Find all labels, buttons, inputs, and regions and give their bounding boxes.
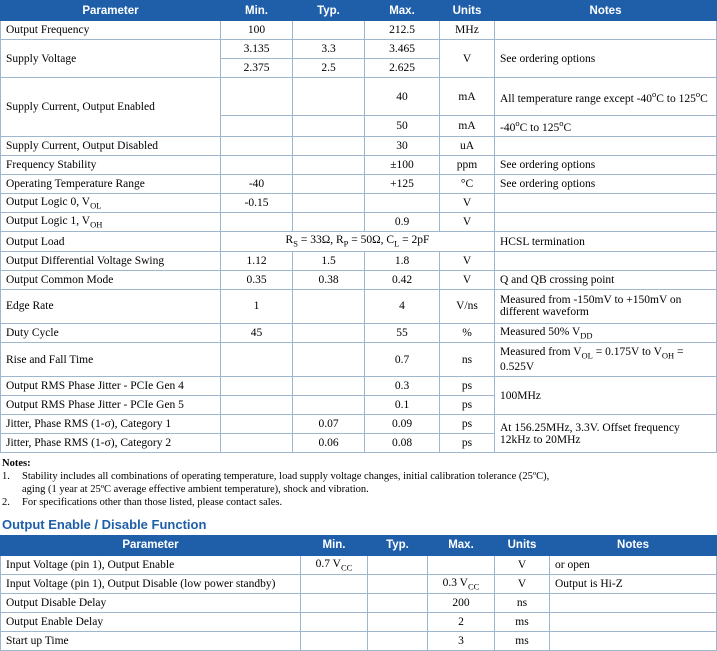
value-max: 4 xyxy=(365,289,440,323)
parameter-name: Output Enable Delay xyxy=(1,613,301,632)
value-typ xyxy=(293,155,365,174)
table-row xyxy=(1,343,717,377)
value-units: uA xyxy=(440,136,495,155)
notes-heading: Notes: xyxy=(2,458,31,470)
column-header-parameter: Parameter xyxy=(1,1,221,21)
value-notes xyxy=(495,213,717,232)
value-max: 2 xyxy=(428,613,495,632)
value-notes: See ordering options xyxy=(495,174,717,193)
note-number: 1. xyxy=(2,471,10,483)
value-typ xyxy=(293,289,365,323)
note-text: Stability includes all combinations of operating temperature, load supply voltage changes, initial calibration tolerance (25ºC), xyxy=(22,471,550,483)
parameter-name: Output Common Mode xyxy=(1,270,221,289)
value-notes: Measured from $V_{OL} = 0.175V$ to $V_{OH} = 0.525V$ xyxy=(495,343,717,377)
column-header-units: Units xyxy=(495,535,550,555)
value-max xyxy=(365,193,440,212)
value-notes xyxy=(495,193,717,212)
value-max: 200 xyxy=(428,594,495,613)
value-notes: or open xyxy=(550,555,717,574)
value-units: % xyxy=(440,323,495,342)
parameter-name: Output Load xyxy=(1,232,221,251)
column-header-notes: Notes xyxy=(495,1,717,21)
value-units: ps xyxy=(440,434,495,453)
value-units: V xyxy=(495,574,550,593)
table-row xyxy=(1,632,717,651)
parameter-name: Start up Time xyxy=(1,632,301,651)
value-notes xyxy=(495,136,717,155)
value-notes xyxy=(550,613,717,632)
value-min xyxy=(221,343,293,377)
value-min xyxy=(301,613,368,632)
value-units: MHz xyxy=(440,21,495,40)
value-max: 50 xyxy=(365,116,440,137)
parameter-name: Frequency Stability xyxy=(1,155,221,174)
value-notes xyxy=(550,632,717,651)
parameter-name: Output RMS Phase Jitter - PCIe Gen 4 xyxy=(1,377,221,396)
column-header-units: Units xyxy=(440,1,495,21)
value-notes: At 156.25MHz, 3.3V. Offset frequency 12kHz to 20MHz xyxy=(495,415,717,453)
value-max: 0.42 xyxy=(365,270,440,289)
value-min xyxy=(221,213,293,232)
value-min xyxy=(221,78,293,116)
value-units: ms xyxy=(495,613,550,632)
value-min xyxy=(221,434,293,453)
note-continuation: aging (1 year at 25ºC average effective ambient temperature), shock and vibration. xyxy=(22,484,369,496)
value-typ xyxy=(293,323,365,342)
column-header-notes: Notes xyxy=(550,535,717,555)
value-notes xyxy=(550,594,717,613)
value-max: 0.9 xyxy=(365,213,440,232)
value-units: mA xyxy=(440,116,495,137)
value-units: V xyxy=(440,251,495,270)
table-row xyxy=(1,40,717,59)
parameter-name: Input Voltage (pin 1), Output Disable (low power standby) xyxy=(1,574,301,593)
value-notes: Q and QB crossing point xyxy=(495,270,717,289)
column-header-typ: Typ. xyxy=(293,1,365,21)
value-notes: 100MHz xyxy=(495,377,717,415)
value-typ: 0.06 xyxy=(293,434,365,453)
value-typ xyxy=(293,136,365,155)
value-min xyxy=(221,116,293,137)
column-header-max: Max. xyxy=(365,1,440,21)
value-typ xyxy=(293,213,365,232)
value-typ xyxy=(293,343,365,377)
table-row xyxy=(1,377,717,396)
parameter-name: Output Differential Voltage Swing xyxy=(1,251,221,270)
parameter-name: Edge Rate xyxy=(1,289,221,323)
value-typ: 3.3 xyxy=(293,40,365,59)
value-typ: 1.5 xyxy=(293,251,365,270)
table-row xyxy=(1,555,717,574)
table-header-row xyxy=(1,1,717,21)
note-text: For specifications other than those listed, please contact sales. xyxy=(22,497,283,509)
value-units: ps xyxy=(440,377,495,396)
value-units: ns xyxy=(440,343,495,377)
value-typ xyxy=(368,594,428,613)
value-max: 0.7 xyxy=(365,343,440,377)
value-min: 45 xyxy=(221,323,293,342)
value-notes: Output is Hi-Z xyxy=(550,574,717,593)
table-header-row xyxy=(1,535,717,555)
value-notes: -40$^o$C to 125$^o$C xyxy=(495,116,717,137)
value-max: 0.1 xyxy=(365,396,440,415)
value-notes xyxy=(495,251,717,270)
value-min: -0.15 xyxy=(221,193,293,212)
value-max: 40 xyxy=(365,78,440,116)
note-item xyxy=(2,496,716,509)
table-row xyxy=(1,193,717,212)
table-row xyxy=(1,232,717,251)
parameter-name: Rise and Fall Time xyxy=(1,343,221,377)
table-row xyxy=(1,289,717,323)
table-row xyxy=(1,574,717,593)
value-min xyxy=(221,136,293,155)
value-typ xyxy=(293,174,365,193)
table-row xyxy=(1,323,717,342)
value-min: 100 xyxy=(221,21,293,40)
value-min xyxy=(301,574,368,593)
table-row xyxy=(1,155,717,174)
value-notes xyxy=(495,21,717,40)
value-min: 2.375 xyxy=(221,59,293,78)
parameter-name: Duty Cycle xyxy=(1,323,221,342)
table-row xyxy=(1,594,717,613)
value-min: -40 xyxy=(221,174,293,193)
value-typ: 2.5 xyxy=(293,59,365,78)
value-units: V/ns xyxy=(440,289,495,323)
parameter-name: Jitter, Phase RMS (1-σ), Category 2 xyxy=(1,434,221,453)
value-units: mA xyxy=(440,78,495,116)
value-units: V xyxy=(440,193,495,212)
value-min xyxy=(221,155,293,174)
value-max: 0.3 xyxy=(365,377,440,396)
value-max: 212.5 xyxy=(365,21,440,40)
value-min xyxy=(301,632,368,651)
value-notes: Measured 50% $V_{DD}$ xyxy=(495,323,717,342)
table-row xyxy=(1,136,717,155)
value-notes: See ordering options xyxy=(495,155,717,174)
value-min: 0.7 $V_{CC}$ xyxy=(301,555,368,574)
parameter-name: Supply Voltage xyxy=(1,40,221,78)
value-max: ±100 xyxy=(365,155,440,174)
value-typ xyxy=(368,632,428,651)
value-typ: 0.38 xyxy=(293,270,365,289)
value-max: 0.08 xyxy=(365,434,440,453)
value-typ xyxy=(368,613,428,632)
value-max: 3.465 xyxy=(365,40,440,59)
parameter-name: Supply Current, Output Enabled xyxy=(1,78,221,137)
notes-block xyxy=(0,457,716,510)
output-enable-disable-table xyxy=(0,535,717,651)
value-typ xyxy=(293,377,365,396)
value-units: ns xyxy=(495,594,550,613)
table-row xyxy=(1,613,717,632)
value-max: +125 xyxy=(365,174,440,193)
value-max: 1.8 xyxy=(365,251,440,270)
parameter-name: Input Voltage (pin 1), Output Enable xyxy=(1,555,301,574)
table-row xyxy=(1,78,717,116)
value-notes: All temperature range except -40$^o$C to 125$^o$C xyxy=(495,78,717,116)
parameter-name: Output RMS Phase Jitter - PCIe Gen 5 xyxy=(1,396,221,415)
value-notes: HCSL termination xyxy=(495,232,717,251)
value-min xyxy=(221,396,293,415)
table-row xyxy=(1,415,717,434)
parameter-name: Operating Temperature Range xyxy=(1,174,221,193)
value-typ xyxy=(368,555,428,574)
value-units: V xyxy=(495,555,550,574)
value-units: V xyxy=(440,270,495,289)
column-header-min: Min. xyxy=(221,1,293,21)
value-min xyxy=(221,377,293,396)
value-units: V xyxy=(440,40,495,78)
parameter-name: Jitter, Phase RMS (1-σ), Category 1 xyxy=(1,415,221,434)
value-min xyxy=(301,594,368,613)
value-units: ms xyxy=(495,632,550,651)
value-units: ppm xyxy=(440,155,495,174)
value-notes: See ordering options xyxy=(495,40,717,78)
table-row xyxy=(1,174,717,193)
value-min xyxy=(221,415,293,434)
column-header-min: Min. xyxy=(301,535,368,555)
value-span: $R_S = 33\Omega$, $R_P = 50\Omega$, $C_L = 2pF$ xyxy=(221,232,495,251)
parameter-name: Supply Current, Output Disabled xyxy=(1,136,221,155)
table-row xyxy=(1,270,717,289)
parameter-name: Output Disable Delay xyxy=(1,594,301,613)
section-title-output-enable-disable: Output Enable / Disable Function xyxy=(2,516,207,532)
value-typ xyxy=(293,116,365,137)
value-units: °C xyxy=(440,174,495,193)
value-max: 0.3 $V_{CC}$ xyxy=(428,574,495,593)
value-units: ps xyxy=(440,415,495,434)
value-typ xyxy=(293,21,365,40)
value-min: 1 xyxy=(221,289,293,323)
note-item xyxy=(2,470,716,483)
value-max: 0.09 xyxy=(365,415,440,434)
value-typ xyxy=(368,574,428,593)
value-units: V xyxy=(440,213,495,232)
note-number: 2. xyxy=(2,497,10,509)
column-header-parameter: Parameter xyxy=(1,535,301,555)
value-max: 55 xyxy=(365,323,440,342)
value-typ: 0.07 xyxy=(293,415,365,434)
value-min: 3.135 xyxy=(221,40,293,59)
parameter-name: Output Logic 1, $V_{OH}$ xyxy=(1,213,221,232)
value-typ xyxy=(293,78,365,116)
value-min: 1.12 xyxy=(221,251,293,270)
value-max: 3 xyxy=(428,632,495,651)
table-row xyxy=(1,251,717,270)
column-header-typ: Typ. xyxy=(368,535,428,555)
table-row xyxy=(1,213,717,232)
value-max xyxy=(428,555,495,574)
parameter-name: Output Frequency xyxy=(1,21,221,40)
value-max: 30 xyxy=(365,136,440,155)
value-typ xyxy=(293,396,365,415)
parameter-name: Output Logic 0, $V_{OL}$ xyxy=(1,193,221,212)
value-min: 0.35 xyxy=(221,270,293,289)
value-notes: Measured from -150mV to +150mV on different waveform xyxy=(495,289,717,323)
column-header-max: Max. xyxy=(428,535,495,555)
table-row xyxy=(1,21,717,40)
value-typ xyxy=(293,193,365,212)
value-max: 2.625 xyxy=(365,59,440,78)
value-units: ps xyxy=(440,396,495,415)
